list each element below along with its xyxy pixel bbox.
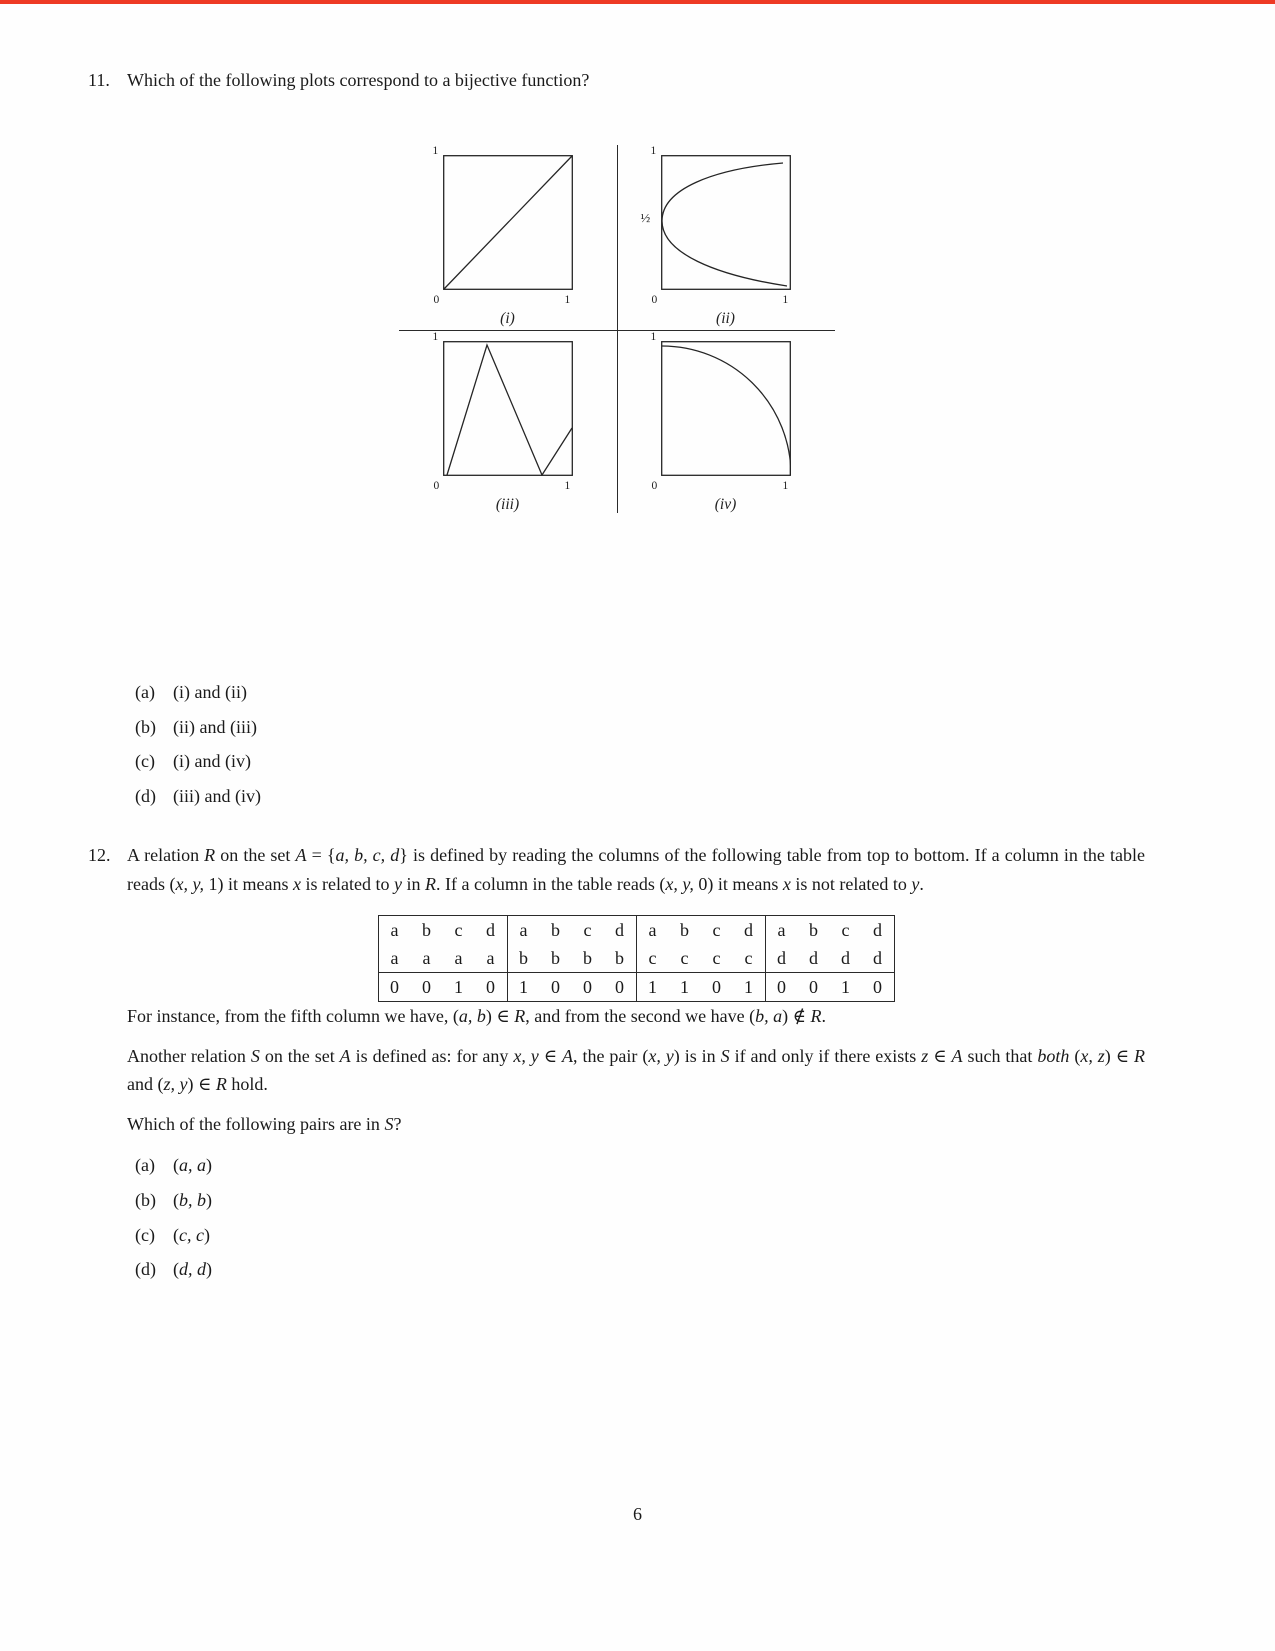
- table-cell: d: [765, 944, 798, 973]
- table-cell: 0: [540, 972, 572, 1001]
- plain-text: 1) it means: [203, 873, 293, 894]
- option-text: (i) and (ii): [173, 681, 247, 702]
- plain-text: on the set: [215, 844, 296, 865]
- y-half-tick: ½: [640, 209, 651, 225]
- question-11: [88, 66, 1145, 95]
- math-text: R: [215, 1074, 227, 1095]
- plain-text: . If a column in the table reads (: [435, 873, 666, 894]
- table-cell: c: [636, 944, 669, 973]
- table-cell: 0: [378, 972, 411, 1001]
- plot-cell-iv: [630, 329, 822, 513]
- plot-label-iii: (iii): [495, 496, 520, 514]
- table-cell: b: [422, 919, 431, 940]
- table-cell: c: [712, 947, 721, 968]
- relation-table-container: [127, 915, 1145, 1002]
- plain-text: on the set: [259, 1045, 340, 1066]
- plain-text: For instance, from the fifth column we have, (: [127, 1005, 459, 1026]
- q12-question-line: [127, 1110, 1145, 1139]
- table-cell: d: [486, 919, 495, 940]
- quarter-circle-curve: [662, 346, 791, 475]
- q12-intro: [127, 841, 1145, 899]
- math-text: R: [204, 844, 216, 865]
- option-b: [135, 713, 1145, 742]
- math-text: y: [911, 873, 920, 894]
- option-a: [135, 1151, 1145, 1180]
- table-cell: 1: [669, 972, 701, 1001]
- table-cell: d: [744, 919, 753, 940]
- question-body: [127, 841, 1145, 1290]
- table-cell: b: [680, 919, 689, 940]
- math-text: x, y,: [665, 873, 694, 894]
- math-text: x, y: [648, 1045, 674, 1066]
- question-12: [88, 841, 1145, 1290]
- table-cell: 0: [701, 972, 733, 1001]
- table-cell: b: [507, 944, 540, 973]
- math-text: x, y,: [175, 873, 204, 894]
- plot-label-i: (i): [500, 310, 515, 328]
- page-number: 6: [633, 1504, 642, 1525]
- table-cell: a: [422, 947, 431, 968]
- plain-text: and (: [127, 1074, 164, 1095]
- math-text: R: [514, 1005, 526, 1026]
- option-label: (b): [135, 1189, 156, 1210]
- question-text: Which of the following plots correspond to a bijective function?: [127, 70, 590, 90]
- table-cell: d: [841, 947, 850, 968]
- figure-vertical-divider: [617, 145, 618, 513]
- q11-options-wrap: [88, 515, 1145, 817]
- plain-text: if and only if there exists: [729, 1045, 922, 1066]
- origin-tick: 0: [433, 479, 440, 492]
- option-label: (c): [135, 1224, 155, 1245]
- plot-iii-graph: [443, 341, 573, 476]
- plain-text: (: [173, 1189, 179, 1210]
- x-max-tick: 1: [564, 293, 571, 306]
- table-cell: 1: [733, 972, 766, 1001]
- plain-text: Another relation: [127, 1045, 251, 1066]
- option-label: (c): [135, 751, 155, 772]
- table-row: [378, 944, 894, 973]
- math-text: A: [951, 1045, 963, 1066]
- math-text: R: [810, 1005, 822, 1026]
- table-cell: 1: [443, 972, 475, 1001]
- plain-text: is defined as: for any: [350, 1045, 514, 1066]
- plain-text: ∈: [538, 1045, 563, 1066]
- relation-table: [378, 915, 895, 1002]
- plain-text: ): [203, 1224, 210, 1245]
- plain-text: Which of the following pairs are in: [127, 1114, 385, 1135]
- plain-text: (: [173, 1155, 179, 1176]
- table-cell: d: [809, 947, 818, 968]
- table-cell: a: [486, 947, 495, 968]
- plain-text: , and from the second we have (: [525, 1005, 756, 1026]
- origin-tick: 0: [651, 293, 658, 306]
- plain-text: (: [173, 1259, 179, 1280]
- math-text: c, c: [179, 1224, 204, 1245]
- q12-options: [135, 1151, 1145, 1284]
- y-max-tick: 1: [650, 330, 657, 343]
- plain-text: such that: [962, 1045, 1038, 1066]
- math-text: x: [782, 873, 791, 894]
- table-cell: a: [390, 919, 399, 940]
- table-cell: 0: [604, 972, 637, 1001]
- table-cell: a: [454, 947, 463, 968]
- plain-text: } is defined by reading the columns of the following table from top to bottom. If a column in the table reads (: [127, 844, 1145, 894]
- math-text: a, a: [179, 1155, 206, 1176]
- spacer: [88, 515, 127, 817]
- table-cell: a: [507, 915, 540, 944]
- table-cell: c: [712, 919, 721, 940]
- math-text: A: [295, 844, 307, 865]
- option-label: (a): [135, 1155, 155, 1176]
- plain-text: is related to: [300, 873, 394, 894]
- option-c: [135, 1221, 1145, 1250]
- option-label: (b): [135, 716, 156, 737]
- plain-text: ) ∈: [485, 1005, 515, 1026]
- option-a: [135, 678, 1145, 707]
- plot-i-graph: [443, 155, 573, 290]
- plain-text: A relation: [127, 844, 205, 865]
- math-text: a, b: [458, 1005, 486, 1026]
- option-c: [135, 747, 1145, 776]
- sideways-parabola-curve: [662, 163, 787, 286]
- option-text: (i) and (iv): [173, 751, 251, 772]
- option-text: (ii) and (iii): [173, 716, 257, 737]
- table-cell: 0: [572, 972, 604, 1001]
- table-cell: 0: [411, 972, 443, 1001]
- math-text: x, y: [513, 1045, 539, 1066]
- math-text: a, b, c, d: [335, 844, 400, 865]
- plain-text: .: [821, 1005, 826, 1026]
- plain-text: ?: [393, 1114, 402, 1135]
- math-text: b, a: [755, 1005, 783, 1026]
- math-text: R: [424, 873, 436, 894]
- table-cell: c: [583, 919, 592, 940]
- question-body: [127, 66, 1145, 95]
- table-cell: b: [615, 947, 624, 968]
- table-cell: d: [873, 947, 882, 968]
- table-cell: 0: [475, 972, 508, 1001]
- option-text: [173, 1221, 210, 1250]
- table-cell: 0: [765, 972, 798, 1001]
- q11-figure: [399, 143, 835, 515]
- math-text: A: [562, 1045, 574, 1066]
- math-text: y: [393, 873, 402, 894]
- question-number: 11.: [88, 70, 110, 90]
- math-text: z: [921, 1045, 929, 1066]
- table-cell: 0: [862, 972, 895, 1001]
- table-cell: b: [551, 919, 560, 940]
- table-cell: b: [583, 947, 592, 968]
- q12-instance-note: [127, 1002, 1145, 1031]
- table-cell: a: [636, 915, 669, 944]
- option-d: [135, 782, 1145, 811]
- table-cell: a: [765, 915, 798, 944]
- table-cell: b: [809, 919, 818, 940]
- option-label: (a): [135, 681, 155, 702]
- plot-cell-ii: [630, 143, 822, 327]
- plain-text: , the pair (: [573, 1045, 649, 1066]
- plot-label-ii: (ii): [716, 310, 735, 328]
- table-row: [378, 915, 894, 944]
- q12-relation-s: [127, 1042, 1145, 1100]
- origin-tick: 0: [433, 293, 440, 306]
- plain-text: ) ∉: [782, 1005, 811, 1026]
- identity-line: [444, 156, 572, 289]
- plot-ii-graph: [661, 155, 791, 290]
- zigzag-curve: [447, 345, 572, 475]
- plain-text: ): [206, 1155, 212, 1176]
- table-cell: 1: [507, 972, 540, 1001]
- plain-text: ) is in: [673, 1045, 721, 1066]
- plain-text: (: [1069, 1045, 1081, 1066]
- plain-text: is not related to: [790, 873, 912, 894]
- q11-options: [135, 678, 1145, 811]
- y-max-tick: 1: [650, 144, 657, 157]
- x-max-tick: 1: [782, 293, 789, 306]
- x-max-tick: 1: [782, 479, 789, 492]
- x-max-tick: 1: [564, 479, 571, 492]
- math-text: d, d: [179, 1259, 206, 1280]
- math-text: x: [292, 873, 301, 894]
- origin-tick: 0: [651, 479, 658, 492]
- plain-text: .: [919, 873, 924, 894]
- table-row: [378, 972, 894, 1001]
- math-text: z, y: [163, 1074, 188, 1095]
- option-label: (d): [135, 786, 156, 807]
- plain-text: 0) it means: [693, 873, 783, 894]
- table-cell: 1: [636, 972, 669, 1001]
- plain-text: ∈: [928, 1045, 952, 1066]
- math-text: S: [720, 1045, 730, 1066]
- table-cell: d: [873, 919, 882, 940]
- option-text: (iii) and (iv): [173, 786, 261, 807]
- plain-text: ) ∈: [1104, 1045, 1135, 1066]
- table-cell: c: [744, 947, 753, 968]
- table-cell: a: [390, 947, 399, 968]
- page-top-edge: [0, 0, 1275, 4]
- plain-text: ): [206, 1259, 212, 1280]
- y-max-tick: 1: [432, 330, 439, 343]
- option-text: [173, 1186, 212, 1215]
- plot-cell-i: [412, 143, 604, 327]
- table-cell: 1: [830, 972, 862, 1001]
- math-text: b, b: [179, 1189, 206, 1210]
- math-text: S: [384, 1114, 394, 1135]
- option-b: [135, 1186, 1145, 1215]
- plain-text: ) ∈: [187, 1074, 216, 1095]
- math-text: S: [250, 1045, 260, 1066]
- option-d: [135, 1255, 1145, 1284]
- plot-label-iv: (iv): [714, 496, 737, 514]
- table-cell: c: [680, 947, 689, 968]
- plain-text: (: [173, 1224, 179, 1245]
- table-cell: c: [454, 919, 463, 940]
- y-max-tick: 1: [432, 144, 439, 157]
- table-cell: c: [841, 919, 850, 940]
- table-cell: 0: [798, 972, 830, 1001]
- math-text: x, z: [1080, 1045, 1105, 1066]
- plot-iv-graph: [661, 341, 791, 476]
- plain-text: in: [401, 873, 425, 894]
- table-cell: d: [615, 919, 624, 940]
- plain-text: hold.: [226, 1074, 268, 1095]
- option-label: (d): [135, 1259, 156, 1280]
- option-text: [173, 1255, 212, 1284]
- math-text: R: [1134, 1045, 1146, 1066]
- table-cell: b: [551, 947, 560, 968]
- math-text: A: [339, 1045, 351, 1066]
- option-text: [173, 1151, 212, 1180]
- question-number: 12.: [88, 844, 111, 865]
- plain-text: = {: [306, 844, 336, 865]
- plot-cell-iii: [412, 329, 604, 513]
- plain-text: ): [206, 1189, 212, 1210]
- math-text: both: [1037, 1045, 1070, 1066]
